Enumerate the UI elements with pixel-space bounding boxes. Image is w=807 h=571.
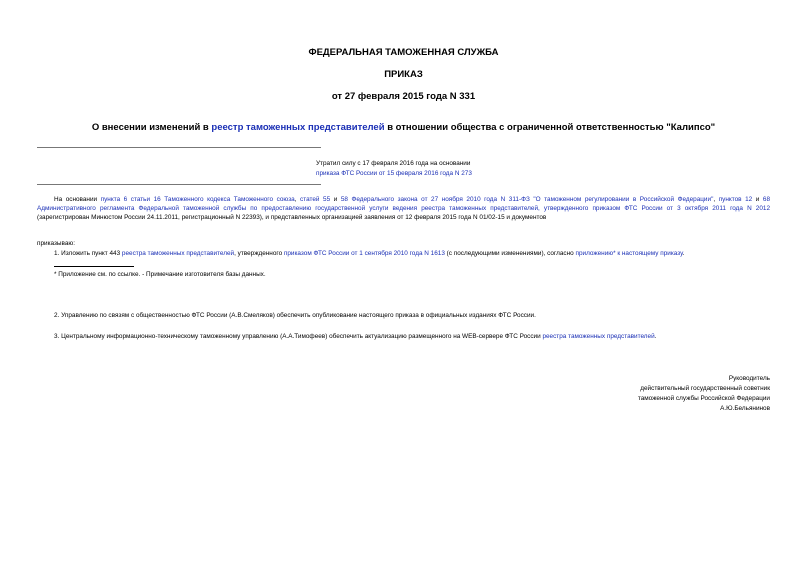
signature-position: Руководитель (728, 375, 770, 382)
signature-rank: действительный государственный советник (640, 385, 770, 392)
title-text-before: О внесении изменений в (91, 122, 212, 133)
basis-text-6: (зарегистрирован Минюстом России 24.11.2011, регистрационный N 22393), и представленных организацией заявления от 12 февраля 2015 года N 01/02-15 и документов (37, 213, 547, 221)
document-date-number: от 27 февраля 2015 года N 331 (331, 91, 476, 102)
signature-service: таможенной службы Российской Федерации (637, 395, 770, 402)
basis-link-federal-law[interactable]: 58 Федерального закона от 27 ноября 2010 года N 311-ФЗ "О таможенном регулировании в Российской Федерации" (340, 196, 714, 203)
basis-text-4: , (713, 196, 719, 203)
item1-appendix-link[interactable]: приложению* к настоящему приказу (575, 250, 683, 257)
title-registry-link[interactable]: реестр таможенных представителей (211, 122, 385, 133)
item3-text-1: 3. Центральному информационно-техническому таможенному управлению (А.А.Тимофеев) обеспечить актуализацию размещенного на WEB-сервере ФТС России (54, 333, 543, 340)
footnote-divider (54, 266, 134, 267)
item1-registry-link[interactable]: реестра таможенных представителей (121, 250, 235, 257)
order-item-3 (54, 333, 656, 341)
item1-text-1: 1. Изложить пункт 443 (54, 250, 122, 257)
basis-link-regulation[interactable]: 68 Административного регламента Федеральной таможенной службы по предоставлению государственной услуги ведения реестра таможенных представителей, утвержденного приказом ФТС России от 3 октября 2011 года N 2012 (37, 196, 771, 212)
basis-link-item-12[interactable]: пунктов 12 (718, 196, 753, 203)
basis-paragraph (37, 196, 770, 222)
basis-text-5: и (752, 196, 763, 203)
basis-text-2: , (294, 196, 301, 203)
basis-text-3: и (330, 196, 341, 203)
order-item-1 (54, 250, 684, 258)
basis-link-customs-code[interactable]: пункта 6 статьи 16 Таможенного кодекса Таможенного союза (100, 196, 295, 203)
bottom-divider (37, 184, 321, 185)
item3-registry-link[interactable]: реестра таможенных представителей (542, 333, 655, 340)
item1-order-link[interactable]: приказом ФТС России от 1 сентября 2010 года N 1613 (283, 250, 445, 257)
top-divider (37, 147, 321, 148)
document-title (0, 122, 807, 133)
order-item-2: 2. Управлению по связям с общественностью ФТС России (А.В.Смеляков) обеспечить опубликование настоящего приказа в официальных изданиях ФТС России. (54, 312, 536, 319)
item1-text-2: , утвержденного (234, 250, 284, 257)
title-text-after: в отношении общества с ограниченной ответственностью "Калипсо" (384, 122, 716, 133)
item1-text-4: . (682, 250, 685, 257)
item1-text-3: (с последующими изменениями), согласно (444, 250, 576, 257)
order-word: приказываю: (37, 240, 75, 247)
document-type: ПРИКАЗ (384, 69, 423, 80)
basis-text-1: На основании (54, 196, 101, 203)
basis-link-article-55[interactable]: статей 55 (300, 196, 331, 203)
agency-name: ФЕДЕРАЛЬНАЯ ТАМОЖЕННАЯ СЛУЖБА (308, 47, 499, 58)
validity-note-line1: Утратил силу с 17 февраля 2016 года на основании (316, 160, 471, 167)
validity-note-link[interactable]: приказа ФТС России от 15 февраля 2016 года N 273 (316, 170, 472, 177)
footnote: * Приложение см. по ссылке. - Примечание изготовителя базы данных. (54, 271, 266, 278)
signature-name: А.Ю.Бельянинов (720, 405, 770, 412)
item3-text-2: . (654, 333, 657, 340)
